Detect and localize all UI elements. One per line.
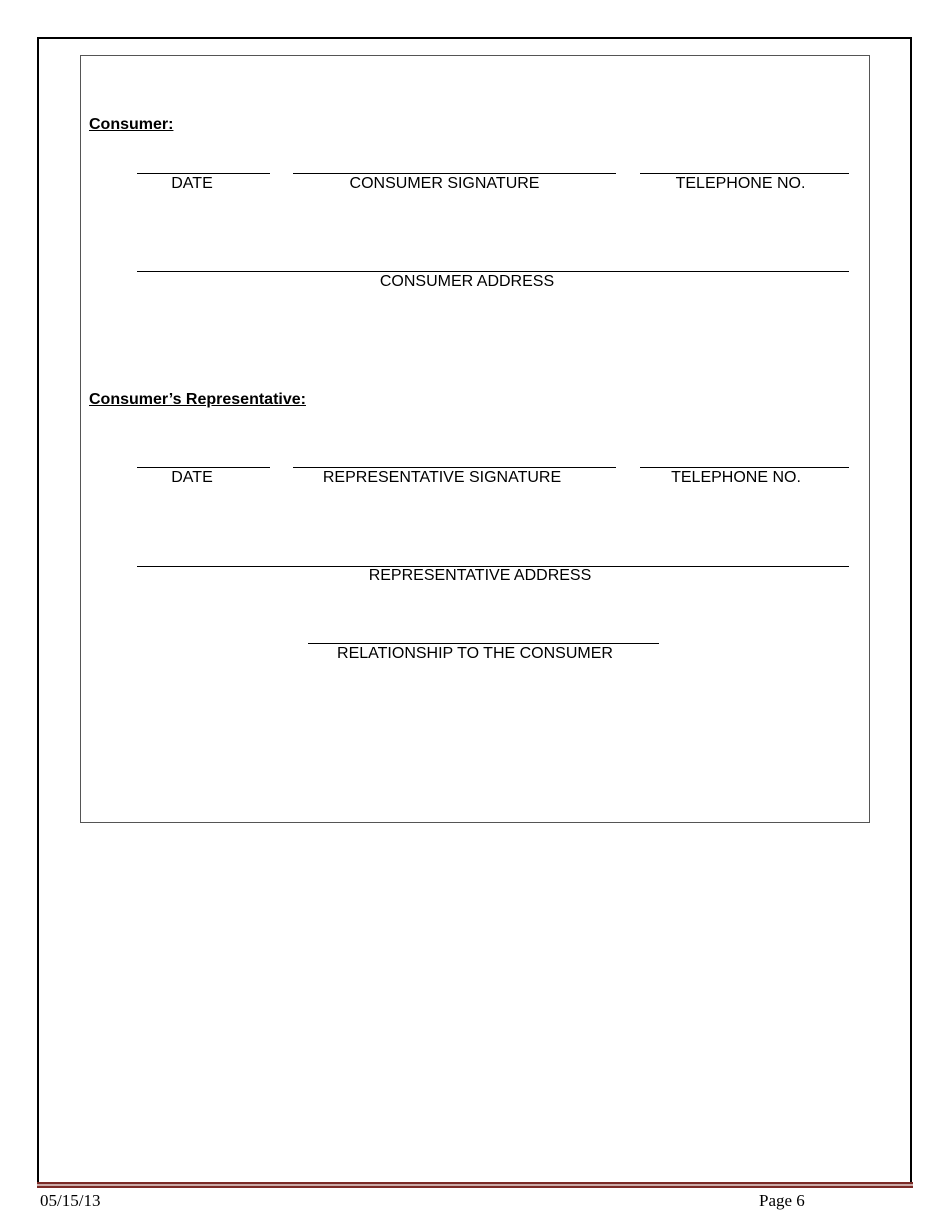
relationship-line[interactable] bbox=[308, 643, 659, 644]
representative-signature-line[interactable] bbox=[293, 467, 616, 468]
consumer-signature-label: CONSUMER SIGNATURE bbox=[349, 175, 540, 192]
signature-form-box bbox=[80, 55, 870, 823]
representative-telephone-line[interactable] bbox=[640, 467, 849, 468]
representative-date-label: DATE bbox=[171, 469, 213, 486]
consumer-address-line[interactable] bbox=[137, 271, 849, 272]
consumer-telephone-label: TELEPHONE NO. bbox=[675, 175, 806, 192]
relationship-label: RELATIONSHIP TO THE CONSUMER bbox=[337, 645, 613, 662]
representative-signature-label: REPRESENTATIVE SIGNATURE bbox=[322, 469, 562, 486]
consumer-heading: Consumer: bbox=[89, 116, 174, 133]
footer-date: 05/15/13 bbox=[40, 1191, 101, 1210]
footer-page-number: Page 6 bbox=[759, 1191, 805, 1210]
representative-address-label: REPRESENTATIVE ADDRESS bbox=[368, 567, 592, 584]
footer-rule bbox=[37, 1182, 913, 1188]
consumer-signature-line[interactable] bbox=[293, 173, 616, 174]
representative-date-line[interactable] bbox=[137, 467, 270, 468]
consumer-date-line[interactable] bbox=[137, 173, 270, 174]
representative-heading: Consumer’s Representative: bbox=[89, 391, 306, 408]
consumer-telephone-line[interactable] bbox=[640, 173, 849, 174]
consumer-date-label: DATE bbox=[171, 175, 213, 192]
consumer-address-label: CONSUMER ADDRESS bbox=[379, 273, 555, 290]
representative-telephone-label: TELEPHONE NO. bbox=[671, 469, 801, 486]
